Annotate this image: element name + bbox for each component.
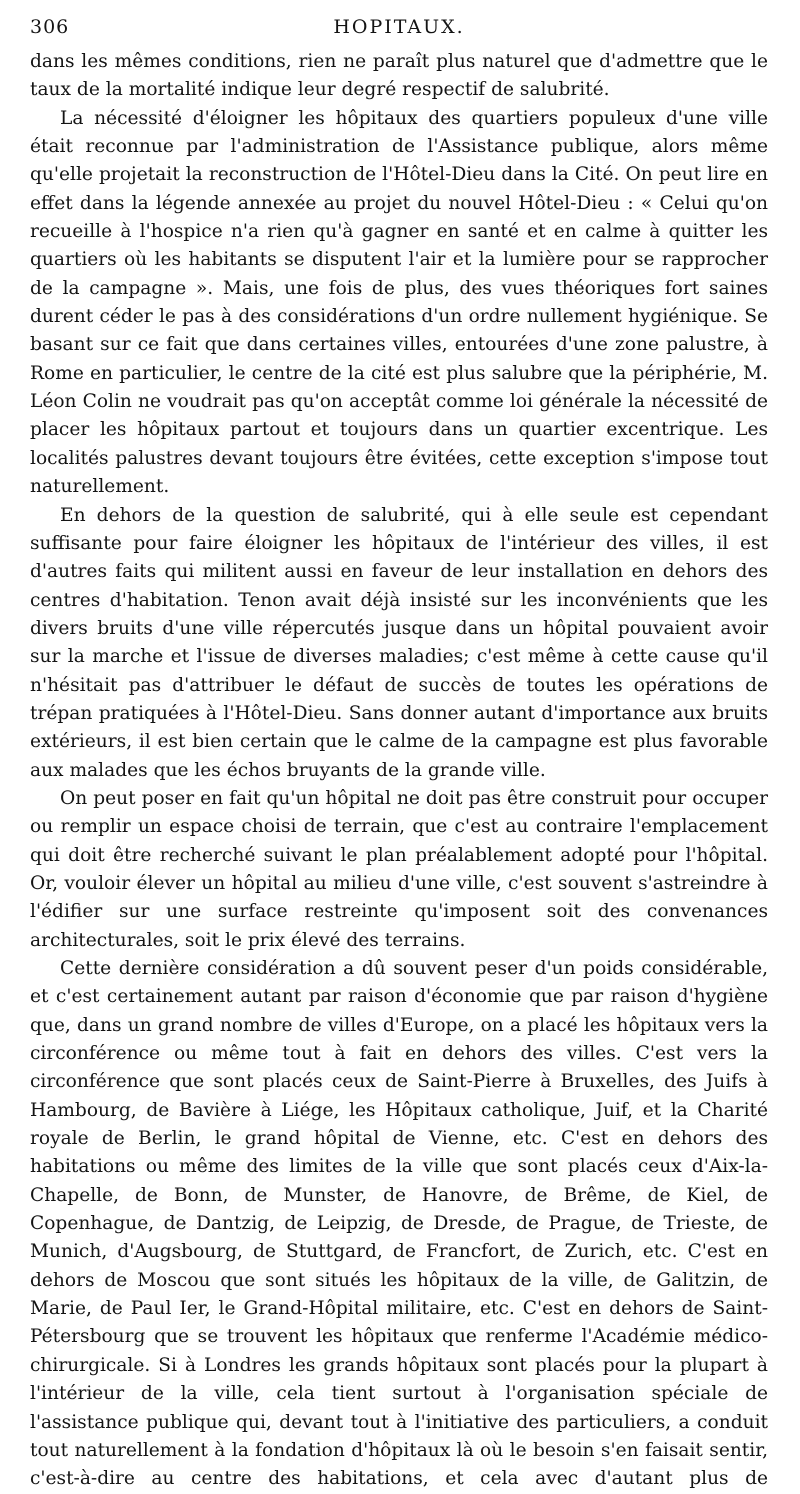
book-page (30, 16, 768, 1494)
paragraph-4: On peut poser en fait qu'un hôpital ne doit pas être construit pour occuper ou remplir un espace choisi de terrain, que c'est au contraire l'emplacement qui doit être recherché suivant le plan préalablement adopté pour l'hôpital. Or, vouloir élever un hôpital au milieu d'une ville, c'est souvent s'astreindre à l'édifier sur une surface restreinte qu'imposent soit des convenances architecturales, soit le prix élevé des terrains. (30, 787, 768, 951)
paragraph-5: Cette dernière considération a dû souvent peser d'un poids considérable, et c'est certainement autant par raison d'économie que par raison d'hygiène que, dans un grand nombre de villes d'Europe, on a placé les hôpitaux vers la circonférence ou même tout à fait en dehors des villes. C'est vers la circonférence que sont placés ceux de Saint-Pierre à Bruxelles, des Juifs à Hambourg, de Bavière à Liége, les Hôpitaux catholique, Juif, et la Charité royale de Berlin, le grand hôpital de Vienne, etc. C'est en dehors des habitations ou même des limites de la ville que sont placés ceux d'Aix-la-Chapelle, de Bonn, de Munster, de Hanovre, de Brême, de Kiel, de Copenhague, de Dantzig, de Leipzig, de Dresde, de Prague, de Trieste, de Munich, d'Augsbourg, de Stuttgard, de Francfort, de Zurich, etc. C'est en dehors de Moscou que sont situés les hôpitaux de la ville, de Galitzin, de Marie, de Paul Ier, le Grand-Hôpital militaire, etc. C'est en dehors de Saint-Pétersbourg que se trouvent les hôpitaux que renferme l'Académie médico-chirurgicale. Si à Londres les grands hôpitaux sont placés pour la plupart à l'intérieur de la ville, cela tient surtout à l'organisation spéciale de l'assistance publique qui, devant tout à l'initiative des particuliers, a conduit tout naturellement à la fondation d'hôpitaux là où le besoin s'en faisait sentir, c'est-à-dire au centre des habitations, et cela avec d'autant plus de (30, 958, 768, 1490)
paragraph-3: En dehors de la question de salubrité, qui à elle seule est cependant suffisante pour faire éloigner les hôpitaux de l'intérieur des villes, il est d'autres faits qui militent aussi en faveur de leur installation en dehors des centres d'habitation. Tenon avait déjà insisté sur les inconvénients que les divers bruits d'une ville répercutés jusque dans un hôpital pouvaient avoir sur la marche et l'issue de diverses maladies; c'est même à cette cause qu'il n'hésitait pas d'attribuer le défaut de succès de toutes les opérations de trépan pratiquées à l'Hôtel-Dieu. Sans donner autant d'importance aux bruits extérieurs, il est bien certain que le calme de la campagne est plus favorable aux malades que les échos bruyants de la grande ville. (30, 504, 768, 781)
paragraph-1: dans les mêmes conditions, rien ne paraît plus naturel que d'admettre que le taux de la mortalité indique leur degré respectif de salubrité. (30, 51, 768, 101)
page-header (30, 16, 768, 48)
running-title: HOPITAUX. (333, 16, 465, 38)
paragraph-2: La nécessité d'éloigner les hôpitaux des quartiers populeux d'une ville était reconnue par l'administration de l'Assistance publique, alors même qu'elle projetait la reconstruction de l'Hôtel-Dieu dans la Cité. On peut lire en effet dans la légende annexée au projet du nouvel Hôtel-Dieu : « Celui qu'on recueille à l'hospice n'a rien qu'à gagner en santé et en calme à quitter les quartiers où les habitants se disputent l'air et la lumière pour se rapprocher de la campagne ». Mais, une fois de plus, des vues théoriques fort saines durent céder le pas à des considérations d'un ordre nullement hygiénique. Se basant sur ce fait que dans certaines villes, entourées d'une zone palustre, à Rome en particulier, le centre de la cité est plus salubre que la périphérie, M. Léon Colin ne voudrait pas qu'on acceptât comme loi générale la nécessité de placer les hôpitaux partout et toujours dans un quartier excentrique. Les localités palustres devant toujours être évitées, cette exception s'impose tout naturellement. (30, 107, 768, 498)
page-number: 306 (30, 16, 70, 38)
